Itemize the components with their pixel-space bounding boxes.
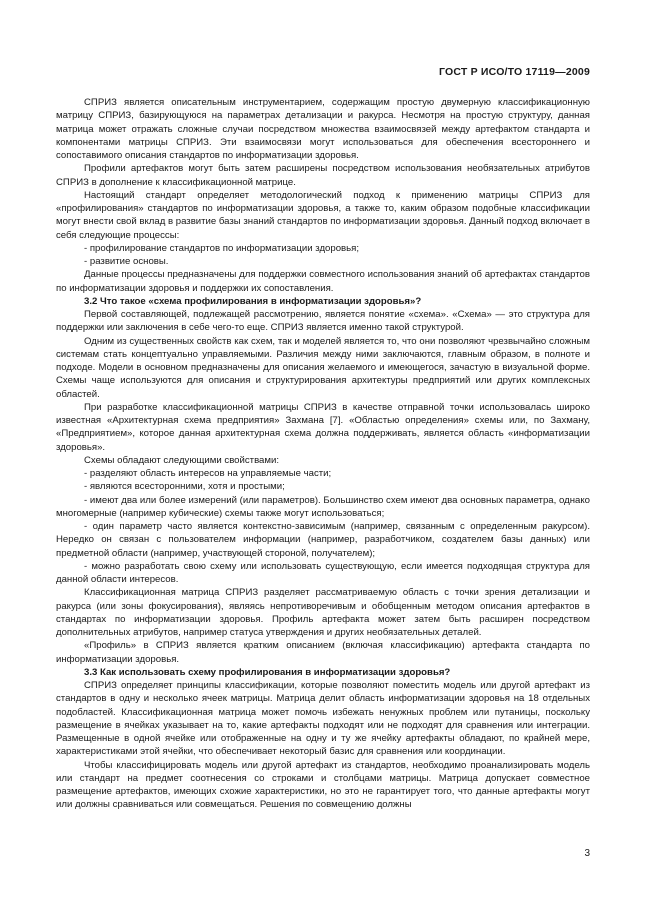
page-number: 3 (584, 848, 590, 859)
paragraph: При разработке классификационной матрицы СПРИЗ в качестве отправной точки использовалась широко известная «Архитектурная схема предприятия» Захмана [7]. «Областью определения» схемы или, по Захману, «Предприятием», которое данная архитектурная схема должна поддерживать, является область «информатизации здоровья». (56, 401, 590, 453)
section-heading-3-2: 3.2 Что такое «схема профилирования в информатизации здоровья»? (84, 295, 422, 307)
paragraph: Профили артефактов могут быть затем расширены посредством использования необязательных атрибутов СПРИЗ в дополнение к классификационной матрице. (56, 163, 590, 188)
document-body (56, 96, 590, 812)
list-item: - один параметр часто является контекстно-зависимым (например, связанным с определенным ракурсом). Нередко он связан с пользователем информации (например, разработчиком, создателем базы данных) или предметной области (например, участвующей стороной, получателем); (56, 521, 590, 559)
paragraph: «Профиль» в СПРИЗ является кратким описанием (включая классификацию) артефакта стандарта по информатизации здоровья. (56, 640, 590, 665)
paragraph: СПРИЗ определяет принципы классификации, которые позволяют поместить модель или другой артефакт из стандартов в одну и несколько ячеек матрицы. Матрица делит область информатизации здоровья на 18 отдельных подобластей. Классификационная матрица может помочь избежать ненужных проблем или путаницы, поскольку размещение в ячейках указывает на то, какие артефакты подходят или не подходят для сравнения или интеграции. Размещенные в одной ячейке или отображенные на одну и ту же ячейку артефакты обладают, по крайней мере, характеристиками этой ячейки, что обеспечивает некоторый базис для сравнения или координации. (56, 680, 590, 758)
paragraph: Первой составляющей, подлежащей рассмотрению, является понятие «схема». «Схема» — это структура для поддержки или заключения в себе чего-то еще. СПРИЗ является именно такой структурой. (56, 309, 590, 334)
list-item: - можно разработать свою схему или использовать существующую, если имеется подходящая структура для данной области интересов. (56, 560, 590, 585)
standard-code-header: ГОСТ Р ИСО/ТО 17119—2009 (438, 66, 590, 78)
list-item: - профилирование стандартов по информатизации здоровья; (84, 242, 359, 254)
paragraph: Классификационная матрица СПРИЗ разделяет рассматриваемую область с точки зрения детализации и ракурса (или зоны фокусирования), являясь непротиворечивым и обобщенным методом описания артефактов в стандартах по информатизации здоровья. Профиль артефакта может затем быть расширен посредством дополнительных атрибутов, например статуса утверждения и других необязательных деталей. (56, 587, 590, 638)
list-item: - разделяют область интересов на управляемые части; (84, 468, 332, 479)
list-item: - являются всесторонними, хотя и простыми; (84, 481, 285, 493)
list-item: - имеют два или более измерений (или параметров). Большинство схем имеют два основных параметра, однако многомерные (например кубические) схемы также могут использоваться; (56, 494, 590, 519)
list-item: - развитие основы. (84, 256, 169, 267)
section-heading-3-3: 3.3 Как использовать схему профилирования в информатизации здоровья? (84, 666, 451, 678)
paragraph: Одним из существенных свойств как схем, так и моделей является то, что они позволяют чрезвычайно сложным системам стать концептуально управляемыми. Различия между ними заключаются, главным образом, в полноте и подходе. Модели в основном предназначены для описания желаемого и имеющегося, зачастую в визуальной форме. Схемы чаще используются для описания и структурирования архитектуры предприятий или других комплексных областей. (56, 335, 590, 400)
paragraph: Чтобы классифицировать модель или другой артефакт из стандартов, необходимо проанализировать модель или стандарт на предмет соотнесения со строками и столбцами матрицы. Матрица допускает совместное размещение артефактов, имеющих схожие характеристики, но это не гарантирует того, что данные артефакты могут или должны сравниваться или совмещаться. Решения по совмещению должны (56, 759, 590, 811)
paragraph: Схемы обладают следующими свойствами: (84, 454, 280, 466)
paragraph: СПРИЗ является описательным инструментарием, содержащим простую двумерную классификационную матрицу СПРИЗ, базирующуюся на параметрах детализации и ракурса. Несмотря на простую структуру, данная матрица может отражать сложные случаи посредством множества взаимосвязей между артефактом стандарта и компонентами матрицы СПРИЗ. Эти взаимосвязи могут использоваться для обеспечения всестороннего и сопоставимого описания стандартов по информатизации здоровья. (56, 97, 590, 161)
paragraph: Данные процессы предназначены для поддержки совместного использования знаний об артефактах стандартов по информатизации здоровья и поддержки их сопоставления. (56, 269, 590, 294)
paragraph: Настоящий стандарт определяет методологический подход к применению матрицы СПРИЗ для «профилирования» стандартов по информатизации здоровья, а также то, каким образом подобные классификации могут внести свой вклад в развитие базы знаний стандартов по информатизации здоровья. Данный подход включает в себя следующие процессы: (56, 189, 590, 241)
